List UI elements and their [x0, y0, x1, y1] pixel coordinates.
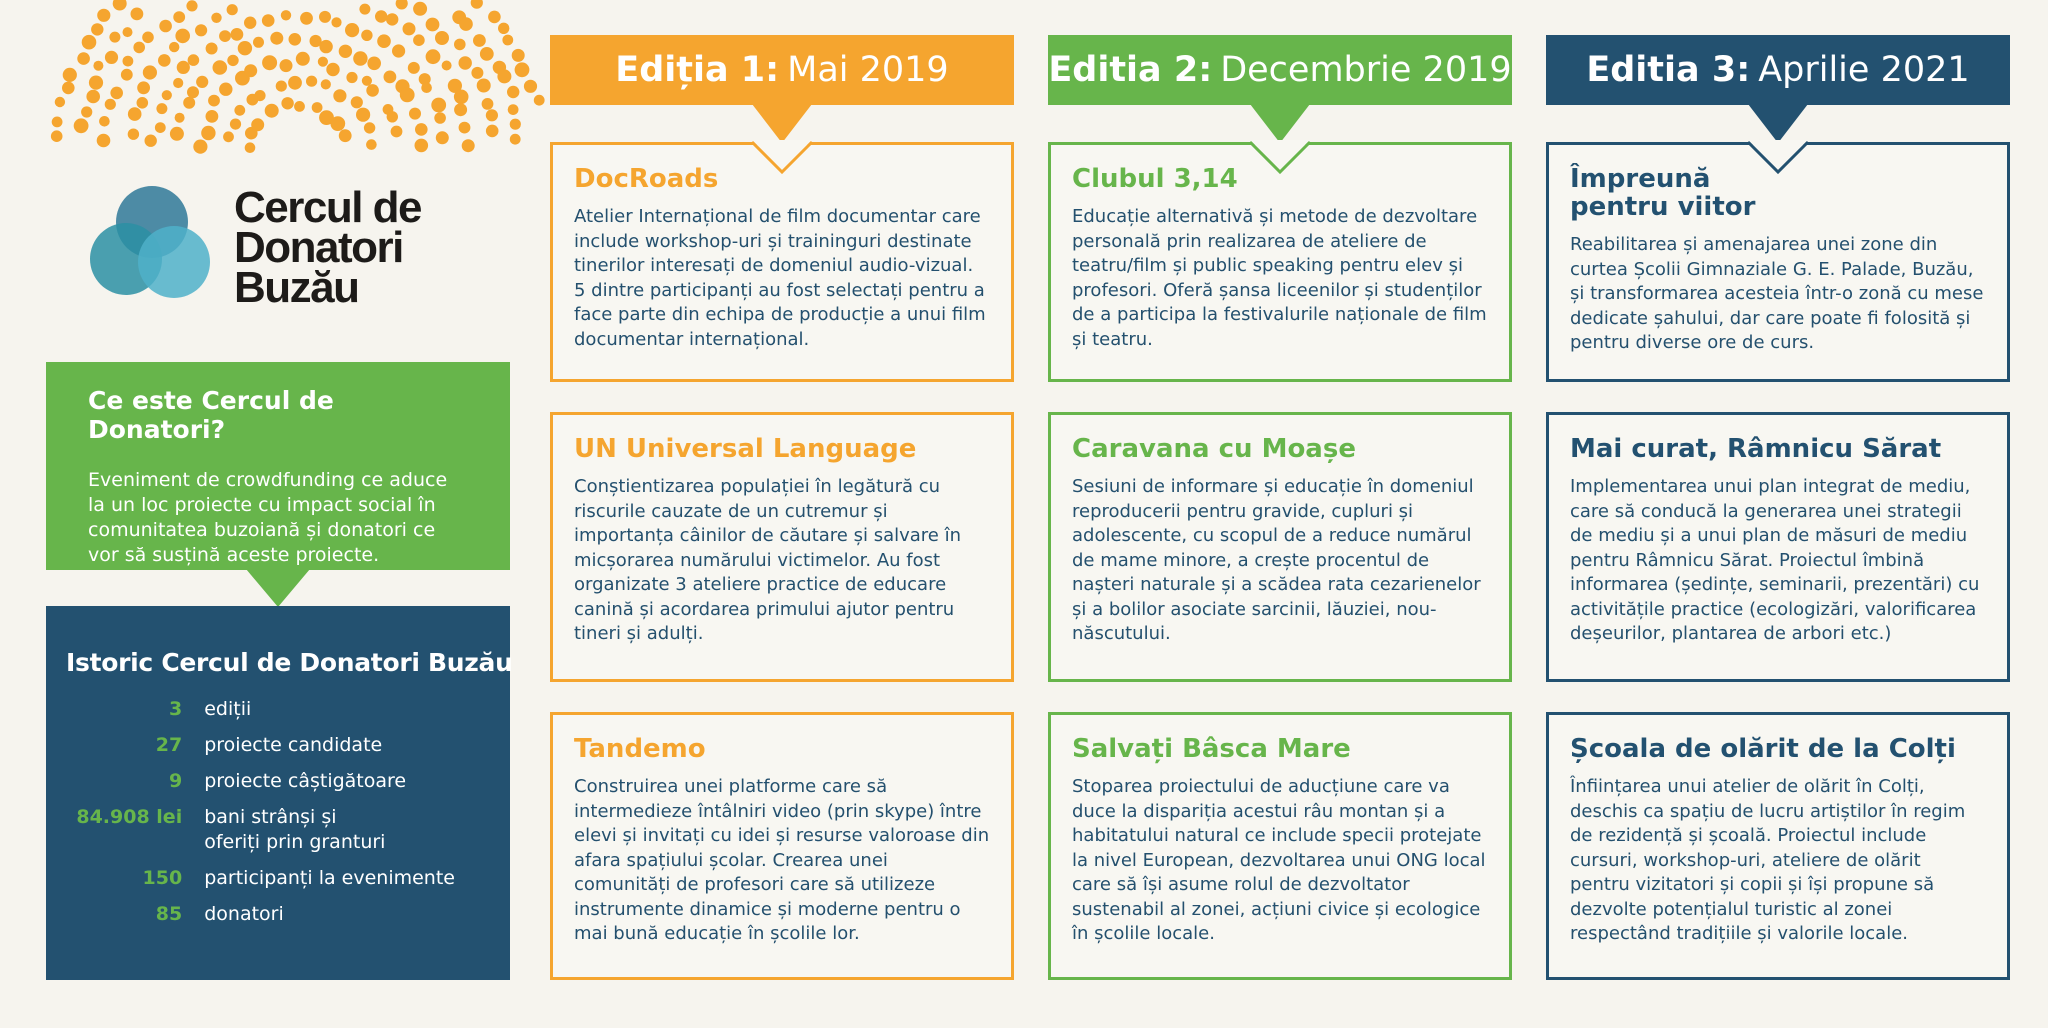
- project-card: [1048, 412, 1512, 682]
- decorative-dot: [93, 61, 103, 71]
- decorative-dot: [377, 34, 391, 48]
- decorative-dot: [105, 51, 118, 64]
- decorative-dot: [426, 49, 441, 64]
- decorative-dot: [512, 49, 525, 62]
- edition-banner: [550, 35, 1014, 105]
- history-title: Istoric Cercul de Donatori Buzău: [66, 648, 513, 677]
- decorative-dot: [477, 79, 491, 93]
- decorative-dot: [280, 59, 293, 72]
- decorative-dot: [110, 87, 123, 100]
- project-description: Educație alternativă și metode de dezvoltare personală prin realizarea de ateliere de teatru/film și public speaking pentru elev și profesori. Oferă șansa liceenilor și studenților de a participa la festivalurile naționale de film și teatru.: [1072, 206, 1487, 350]
- edition-date: Mai 2019: [787, 50, 949, 90]
- stat-value: 84.908 lei: [76, 806, 183, 828]
- stat-value: 150: [142, 867, 183, 889]
- stat-value: 27: [155, 734, 183, 756]
- decorative-dot: [502, 35, 513, 46]
- decorative-dot: [319, 40, 332, 53]
- decorative-dot: [431, 98, 446, 113]
- decorative-dot: [188, 54, 200, 66]
- card-notch-icon: [1546, 140, 2010, 180]
- banner-arrow-icon: [1546, 104, 2010, 144]
- decorative-dot: [227, 55, 238, 66]
- decorative-dot: [97, 9, 110, 22]
- stat-value: 3: [168, 698, 183, 720]
- decorative-dot: [254, 90, 265, 101]
- decorative-dot: [400, 88, 415, 103]
- decorative-dot: [137, 81, 150, 94]
- decorative-dot: [306, 76, 317, 87]
- edition-date: Aprilie 2021: [1758, 50, 1970, 90]
- decorative-dot: [245, 142, 256, 153]
- history-box: [46, 606, 513, 980]
- project-title: DocRoads: [574, 164, 719, 194]
- decorative-dot: [462, 139, 475, 152]
- decorative-dot: [63, 68, 77, 82]
- decorative-dot: [434, 112, 446, 124]
- project-card: [550, 712, 1014, 980]
- decorative-dot: [223, 131, 234, 142]
- decorative-dot: [426, 18, 440, 32]
- decorative-dot: [346, 72, 357, 83]
- decorative-dot: [366, 84, 379, 97]
- decorative-dot: [105, 99, 116, 110]
- decorative-dot: [473, 34, 486, 47]
- decorative-dot: [170, 127, 184, 141]
- decorative-dot: [77, 52, 90, 65]
- decorative-dot: [508, 104, 519, 115]
- decorative-dot: [391, 126, 403, 138]
- card-notch-icon: [550, 140, 1014, 180]
- decorative-dot: [498, 23, 509, 34]
- decorative-dot: [435, 31, 449, 45]
- decorative-dot: [386, 13, 398, 25]
- decorative-dot: [131, 7, 144, 20]
- decorative-dot: [231, 28, 244, 41]
- decorative-dot: [366, 139, 377, 150]
- decorative-dot: [413, 2, 427, 16]
- decorative-dot: [294, 101, 305, 112]
- decorative-dot: [384, 71, 397, 84]
- decorative-dot: [234, 105, 245, 116]
- decorative-dot: [408, 62, 420, 74]
- decorative-dot: [353, 51, 367, 65]
- decorative-dot: [421, 82, 432, 93]
- decorative-dot: [507, 86, 519, 98]
- project-description: Atelier Internațional de film documentar care include workshop-uri și traininguri destinate tinerilor interesați de domeniul audio-vizual. 5 dintre participanți au fost selectați pentru a face parte din echipa de producție a unui film documentar internațional.: [574, 206, 986, 350]
- decorative-dot: [195, 24, 207, 36]
- decorative-dot: [238, 41, 252, 55]
- decorative-dot: [193, 140, 207, 154]
- project-card: [1546, 712, 2010, 980]
- decorative-dot: [442, 61, 452, 71]
- stat-label: bani strânși și oferiți prin granturi: [204, 806, 386, 853]
- decorative-dot: [123, 56, 134, 67]
- decorative-dot: [415, 139, 429, 153]
- project-description: Conștientizarea populației în legătură cu riscurile cauzate de un cutremur și importanța câinilor de căutare și salvare în micșorarea numărului victimelor. Au fost organizate 3 ateliere practice de educare canină și acordarea primului ajutor pentru tineri și adulți.: [574, 476, 961, 644]
- decorative-dot: [74, 118, 89, 133]
- decorative-dot: [403, 22, 416, 35]
- project-description: Construirea unei platforme care să intermedieze întâlniri video (prin skype) între elevi și invitați cu idei și resurse valoroase din afara spațiului școlar. Crearea unei comunități de profesori care să utilizeze instrumente dinamice și moderne pentru o mai bună educație în școlile lor.: [574, 776, 990, 944]
- decorative-dot: [133, 42, 145, 54]
- decorative-dot: [392, 44, 405, 57]
- decorative-dot: [162, 90, 172, 100]
- stat-row: [66, 697, 490, 722]
- stat-row: [66, 769, 490, 794]
- decorative-dot: [459, 56, 472, 69]
- decorative-dot: [175, 29, 190, 44]
- decorative-dot: [51, 130, 63, 142]
- decorative-dot: [339, 129, 352, 142]
- decorative-dot: [196, 76, 208, 88]
- decorative-dot: [486, 109, 498, 121]
- decorative-dot: [253, 37, 264, 48]
- decorative-dot: [175, 113, 185, 123]
- edition-label: Editia 3:: [1586, 50, 1751, 90]
- decorative-dot: [318, 57, 328, 67]
- stat-label: proiecte câștigătoare: [204, 770, 407, 792]
- decorative-dot: [480, 47, 494, 61]
- decorative-dot: [413, 34, 425, 46]
- decorative-dot: [211, 13, 221, 23]
- decorative-dot: [289, 33, 302, 46]
- stat-label: proiecte candidate: [204, 734, 383, 756]
- decorative-dot: [186, 0, 197, 11]
- stat-label: participanți la evenimente: [204, 867, 455, 889]
- decorative-dot: [351, 96, 363, 108]
- decorative-dot: [158, 54, 171, 67]
- stat-row: [66, 902, 490, 927]
- decorative-dot: [296, 52, 310, 66]
- project-title: Salvați Bâsca Mare: [1072, 734, 1351, 764]
- decorative-dot: [169, 42, 179, 52]
- decorative-dot: [81, 106, 92, 117]
- decorative-dot: [262, 55, 277, 70]
- edition-date: Decembrie 2019: [1220, 50, 1512, 90]
- decorative-dot: [375, 10, 387, 22]
- decorative-dot: [459, 17, 473, 31]
- decorative-dot: [459, 122, 471, 134]
- edition-label: Ediția 1:: [615, 50, 780, 90]
- decorative-dot: [319, 11, 331, 23]
- logo-text: [234, 183, 422, 312]
- what-is-arrow: [246, 569, 310, 607]
- decorative-dot: [288, 76, 302, 90]
- decorative-dot: [201, 126, 215, 140]
- decorative-dot: [333, 89, 346, 102]
- project-title: Mai curat, Râmnicu Sărat: [1570, 434, 1942, 464]
- decorative-dot: [89, 76, 103, 90]
- logo-line-1: Cercul de: [234, 183, 422, 232]
- banner-arrow-icon: [550, 104, 1014, 144]
- decorative-dot: [270, 32, 283, 45]
- decorative-dot: [534, 95, 545, 106]
- decorative-dot: [339, 45, 352, 58]
- decorative-dot: [227, 4, 238, 15]
- decorative-dot: [123, 27, 133, 37]
- decorative-dot: [361, 30, 372, 41]
- decorative-dot: [177, 61, 190, 74]
- decorative-dot: [471, 67, 483, 79]
- project-description: Înființarea unui atelier de olărit în Colți, deschis ca spațiu de lucru artiștilor în regim de rezidență și școală. Proiectul include cursuri, workshop-uri, ateliere de olărit pentru vizitatori și copii și își propune să dezvolte potențialul turistic al zonei respectând tradițiile și valorile locale.: [1570, 776, 1966, 944]
- project-card: [550, 412, 1014, 682]
- decorative-dot: [510, 134, 521, 145]
- decorative-dot: [345, 23, 359, 37]
- decorative-dot: [364, 122, 375, 133]
- project-title: UN Universal Language: [574, 434, 917, 464]
- card-notch-icon: [1048, 140, 1512, 180]
- decorative-dot: [230, 119, 241, 130]
- decorative-dot: [206, 110, 219, 123]
- decorative-dot: [187, 86, 199, 98]
- stat-label: ediții: [204, 698, 252, 720]
- banner-arrow-icon: [1048, 104, 1512, 144]
- stat-row: [66, 805, 490, 855]
- decorative-dots: [0, 0, 560, 160]
- decorative-dot: [244, 17, 256, 29]
- decorative-dot: [251, 118, 264, 131]
- decorative-dot: [265, 104, 279, 118]
- project-title: Caravana cu Moașe: [1072, 434, 1356, 464]
- decorative-dot: [183, 97, 195, 109]
- decorative-dot: [244, 64, 257, 77]
- decorative-dot: [219, 30, 231, 42]
- decorative-dot: [206, 43, 218, 55]
- decorative-dot: [143, 65, 157, 79]
- decorative-dot: [86, 90, 100, 104]
- project-title: Clubul 3,14: [1072, 164, 1238, 194]
- decorative-dot: [312, 102, 323, 113]
- project-card: [1048, 712, 1512, 980]
- decorative-dot: [454, 103, 467, 116]
- stat-row: [66, 733, 490, 758]
- what-is-title: Ce este Cercul de Donatori?: [88, 386, 334, 444]
- decorative-dot: [356, 108, 370, 122]
- decorative-dot: [482, 98, 494, 110]
- decorative-dot: [137, 97, 149, 109]
- logo: [88, 182, 508, 312]
- decorative-dot: [330, 116, 345, 131]
- decorative-dot: [387, 111, 398, 122]
- decorative-dot: [359, 4, 370, 15]
- decorative-dot: [91, 23, 103, 35]
- decorative-dot: [159, 20, 172, 33]
- logo-circles-icon: [88, 182, 218, 302]
- decorative-dot: [454, 90, 469, 105]
- decorative-dot: [486, 125, 499, 138]
- project-description: Implementarea unui plan integrat de mediu, care să conducă la generarea unei strategii de mediu și a unui plan de măsuri de mediu pentru Râmnicu Sărat. Proiectul îmbină informarea (ședințe, seminarii, prezentări) cu activitățile practice (ecologizări, valorificarea deșeurilor, plantarea de arbori etc.): [1570, 476, 1980, 644]
- decorative-dot: [62, 82, 75, 95]
- logo-line-2: Donatori: [234, 223, 403, 272]
- project-title: Împreună pentru viitor: [1570, 164, 1756, 222]
- decorative-dot: [326, 63, 339, 76]
- decorative-dot: [321, 79, 331, 89]
- stat-label: donatori: [204, 903, 284, 925]
- decorative-dot: [173, 11, 185, 23]
- decorative-dot: [155, 122, 166, 133]
- project-description: Stoparea proiectului de aducțiune care va duce la dispariția acestui râu montan și a habitatului natural ce include specii protejate la nivel European, dezvoltarea unui ONG local care să își asume rolul de dezvoltator sustenabil al zonei, acțiuni civice și ecologice în școlile locale.: [1072, 776, 1486, 944]
- decorative-dot: [524, 80, 537, 93]
- decorative-dot: [55, 97, 65, 107]
- decorative-dot: [156, 103, 167, 114]
- decorative-dot: [142, 32, 154, 44]
- stat-row: [66, 866, 490, 891]
- decorative-dot: [281, 10, 291, 20]
- decorative-dot: [113, 0, 127, 11]
- decorative-dot: [276, 81, 287, 92]
- decorative-dot: [362, 76, 372, 86]
- decorative-dot: [145, 135, 157, 147]
- decorative-dot: [409, 108, 421, 120]
- project-title: Școala de olărit de la Colți: [1570, 734, 1956, 764]
- decorative-dot: [208, 95, 220, 107]
- decorative-dot: [331, 17, 341, 27]
- decorative-dot: [300, 12, 313, 25]
- stat-value: 9: [168, 770, 183, 792]
- decorative-dot: [515, 62, 530, 77]
- edition-banner: [1048, 35, 1512, 105]
- what-is-text: Eveniment de crowdfunding ce aduce la un loc proiecte cu impact social în comunitatea buzoiană și donatori ce vor să susțină aceste proiecte.: [88, 469, 448, 566]
- decorative-dot: [219, 83, 232, 96]
- decorative-dot: [436, 131, 449, 144]
- project-description: Reabilitarea și amenajarea unei zone din curtea Școlii Gimnaziale G. E. Palade, Buzău, și transformarea acesteia într-o zonă cu mese dedicate șahului, dar care poate fi folosită și pentru diverse ore de curs.: [1570, 234, 1984, 353]
- edition-label: Editia 2:: [1048, 50, 1213, 90]
- decorative-dot: [471, 0, 483, 9]
- decorative-dot: [510, 119, 521, 130]
- decorative-dot: [497, 69, 511, 83]
- decorative-dot: [454, 39, 466, 51]
- decorative-dot: [128, 129, 139, 140]
- decorative-dot: [128, 107, 142, 121]
- logo-line-3: Buzău: [234, 263, 359, 312]
- decorative-dot: [99, 116, 110, 127]
- decorative-dot: [488, 11, 501, 24]
- decorative-dot: [367, 57, 381, 71]
- stat-value: 85: [155, 903, 183, 925]
- decorative-dot: [97, 134, 111, 148]
- decorative-dot: [262, 14, 275, 27]
- project-description: Sesiuni de informare și educație în domeniul reproducerii pentru gravide, cupluri și adolescente, cu scopul de a reduce numărul de mame minore, a crește procentul de nașteri naturale și a scădea rata cezarienelor și a bolilor asociate sarcinii, lăuziei, nou-născutului.: [1072, 476, 1481, 644]
- decorative-dot: [52, 117, 63, 128]
- decorative-dot: [415, 123, 428, 136]
- decorative-dot: [121, 69, 133, 81]
- decorative-dot: [213, 60, 228, 75]
- project-title: Tandemo: [574, 734, 706, 764]
- decorative-dot: [396, 0, 408, 10]
- decorative-dot: [82, 35, 97, 50]
- project-card: [1546, 412, 2010, 682]
- decorative-dot: [281, 97, 293, 109]
- decorative-dot: [173, 78, 183, 88]
- edition-banner: [1546, 35, 2010, 105]
- decorative-dot: [109, 32, 120, 43]
- what-is-box: [46, 362, 510, 570]
